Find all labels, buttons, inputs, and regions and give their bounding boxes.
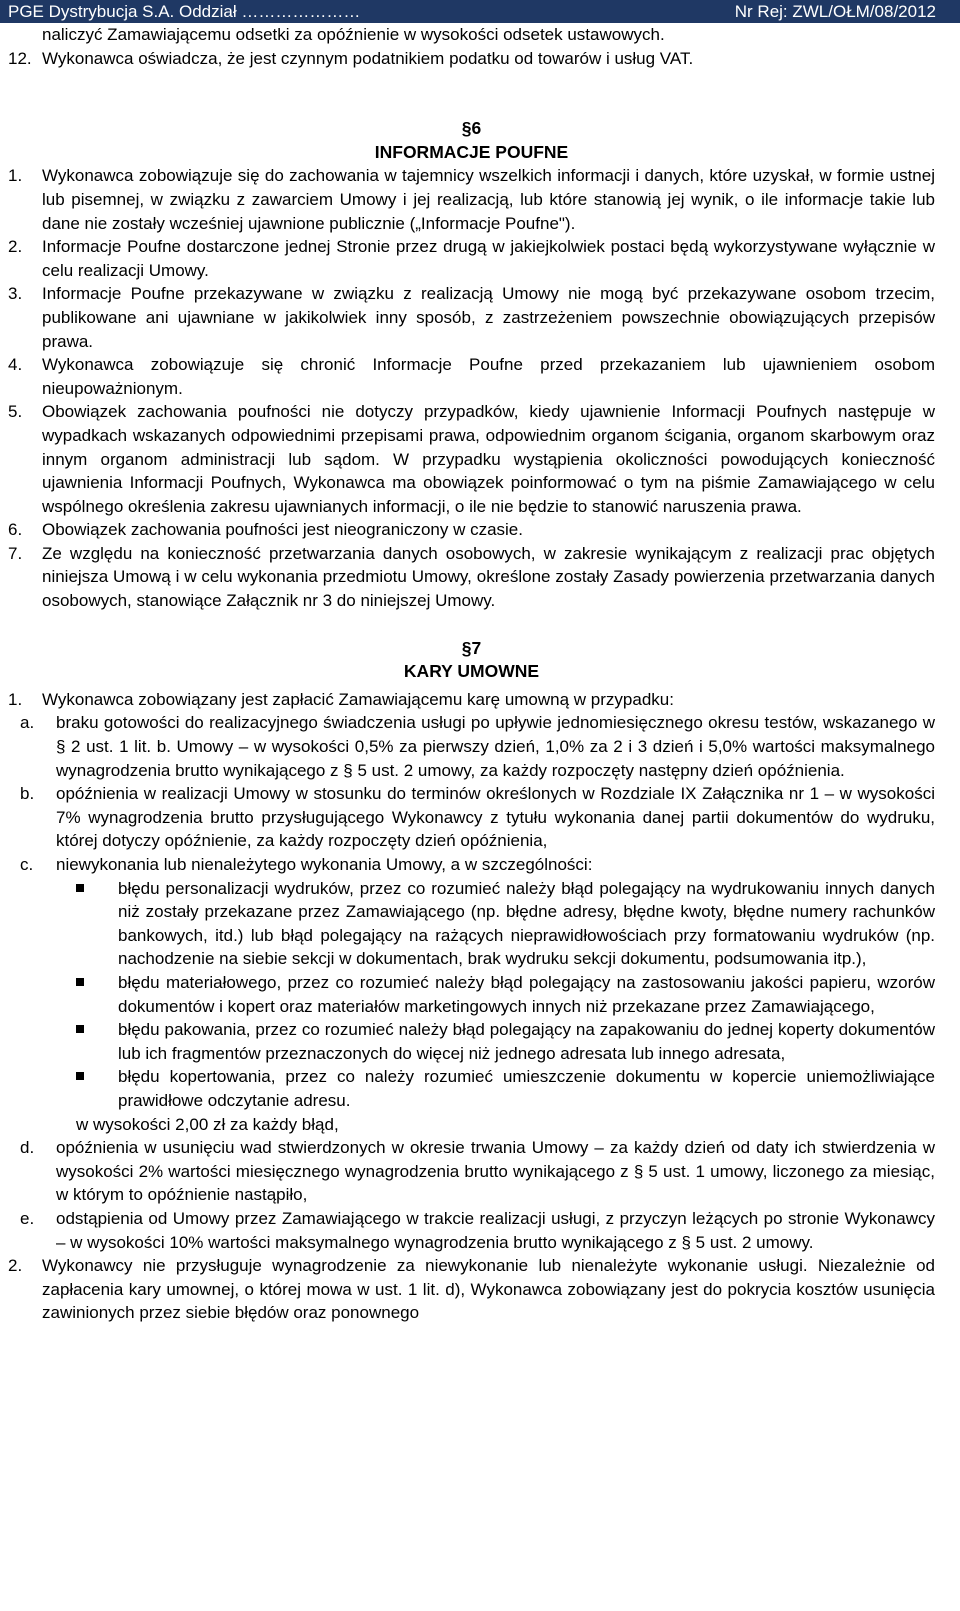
sub-item-d: d. opóźnienia w usunięciu wad stwierdzonych w okresie trwania Umowy – za każdy dzień od daty ich stwierdzenia w wysokości 2% wartości miesięcznego wynagrodzenia brutto wynikającego z § 5 ust. 1 umowy, liczonego za miesiąc, w którym to opóźnienie nastąpiło, [20, 1138, 935, 1205]
page-header [0, 0, 960, 23]
item-number: 12. [8, 48, 32, 68]
list-item: 1. Wykonawca zobowiązuje się do zachowania w tajemnicy wszelkich informacji i danych, które uzyskał, w formie ustnej lub pisemnej, w związku z zawarciem Umowy i jej realizacją, lub które stanowią jej wynik, o ile informacje takie lub dane nie zostały wcześniej ujawnione publicznie („Informacje Poufne"). [8, 166, 935, 233]
intro-continuation: naliczyć Zamawiającemu odsetki za opóźnienie w wysokości odsetek ustawowych. [42, 25, 665, 44]
bullet-item: błędu kopertowania, przez co należy rozumieć umieszczenie dokumentu w kopercie uniemożliwiające prawidłowe odczytanie adresu. [8, 1065, 935, 1112]
list-item: 2. Informacje Poufne dostarczone jednej Stronie przez drugą w jakiejkolwiek postaci będą wykorzystywane wyłącznie w celu realizacji Umowy. [8, 237, 935, 280]
section-6-heading [8, 117, 935, 164]
section-symbol: § [461, 637, 472, 658]
sub-item-a: a. braku gotowości do realizacyjnego świadczenia usługi po upływie jednomiesięcznego okresu testów, wskazanego w § 2 ust. 1 lit. b. Umowy – w wysokości 0,5% za pierwszy dzień, 1,0% za 2 i 3 dzień i 5,0% wartości maksymalnego wynagrodzenia brutto wynikającego z § 5 ust. 2 umowy, za każdy rozpoczęty następny dzień opóźnienia. [20, 713, 935, 780]
section-number: 6 [471, 118, 482, 139]
square-bullet-icon [68, 1065, 118, 1112]
sub-item-c-tail: w wysokości 2,00 zł za każdy błąd, [76, 1114, 339, 1134]
square-bullet-icon [68, 971, 118, 1018]
bullet-item: błędu personalizacji wydruków, przez co rozumieć należy błąd polegający na wydrukowaniu innych danych niż zostały przekazane przez Zamawiającego (np. błędne adresy, błędne kwoty, błędne numery rachunków bankowych, itd.) lub błąd polegający na rażących nieprawidłowościach przy formatowaniu wydruków (np. nachodzenie na siebie sekcji w dokumentach, brak wydruku sekcji dokumentu, podsumowania itp.), [8, 877, 935, 971]
header-company: PGE Dystrybucja S.A. Oddział ………………… [8, 2, 361, 21]
sub-item-c: c. niewykonania lub nienależytego wykonania Umowy, a w szczególności: [20, 855, 593, 874]
section-6-items [8, 164, 935, 612]
header-registry-number: Nr Rej: ZWL/OŁM/08/2012 [734, 2, 936, 21]
document-body [0, 23, 960, 1325]
square-bullet-icon [68, 877, 118, 971]
list-item: 7. Ze względu na konieczność przetwarzania danych osobowych, w zakresie wynikającym z realizacji prac objętych niniejsza Umową i w celu wykonania przedmiotu Umowy, określone zostały Zasady powierzenia przetwarzania danych osobowych, stanowiące Załącznik nr 3 do niniejszej Umowy. [8, 543, 935, 611]
list-item: 5. Obowiązek zachowania poufności nie dotyczy przypadków, kiedy ujawnienie Informacji Poufnych następuje w wypadkach wskazanych odpowiednimi przepisami prawa, odpowiednim organom ścigania, organom skarbowym oraz innym organom administracji lub sądom. W przypadku wystąpienia okoliczności powodujących konieczność ujawnienia Informacji Poufnych, Wykonawca ma obowiązek poinformować o tym na piśmie Zamawiającego w celu wspólnego określenia zakresu ujawnianych informacji, o ile nie będzie to stanowić naruszenia prawa. [8, 402, 935, 516]
section-symbol: § [461, 118, 472, 139]
list-item: 4. Wykonawca zobowiązuje się chronić Informacje Poufne przed przekazaniem lub ujawnieniem osobom nieupoważnionym. [8, 355, 935, 398]
section-number: 7 [471, 637, 482, 658]
sub-item-e: e. odstąpienia od Umowy przez Zamawiającego w trakcie realizacji usługi, z przyczyn leżących po stronie Wykonawcy – w wysokości 10% wartości maksymalnego wynagrodzenia brutto wynikającego z § 5 ust. 2 umowy. [20, 1208, 935, 1252]
list-item: 1. Wykonawca zobowiązany jest zapłacić Zamawiającemu karę umowną w przypadku: [8, 689, 674, 709]
list-item: 6. Obowiązek zachowania poufności jest nieograniczony w czasie. [8, 520, 523, 540]
sub-item-b: b. opóźnienia w realizacji Umowy w stosunku do terminów określonych w Rozdziale IX Załącznika nr 1 – w wysokości 7% wynagrodzenia brutto przysługującego Wykonawcy z tytułu wykonania danej partii dokumentów do wydruku, której dotyczy opóźnienie, za każdy rozpoczęty dzień opóźnienia, [20, 784, 935, 851]
item-text: Wykonawca oświadcza, że jest czynnym podatnikiem podatku od towarów i usług VAT. [42, 48, 694, 68]
section-title: INFORMACJE POUFNE [374, 141, 569, 162]
square-bullet-icon [68, 1018, 118, 1065]
section-title: KARY UMOWNE [403, 661, 540, 682]
section-7-heading [8, 637, 935, 684]
intro-item-12 [8, 47, 935, 71]
list-item: 2. Wykonawcy nie przysługuje wynagrodzenie za niewykonanie lub nienależyte wykonanie usługi. Niezależnie od zapłacenia kary umownej, o której mowa w ust. 1 lit. d), Wykonawca zobowiązany jest do pokrycia kosztów usunięcia zawinionych przez siebie błędów oraz ponownego [8, 1256, 935, 1323]
list-item: 3. Informacje Poufne przekazywane w związku z realizacją Umowy nie mogą być przekazywane osobom trzecim, publikowane ani ujawniane w jakikolwiek inny sposób, z zastrzeżeniem powszechnie obowiązujących przepisów prawa. [8, 284, 935, 351]
bullet-item: błędu materiałowego, przez co rozumieć należy błąd polegający na zastosowaniu jakości papieru, wzorów dokumentów i kopert oraz materiałów marketingowych innych niż przekazane przez Zamawiającego, [8, 971, 935, 1018]
bullet-item: błędu pakowania, przez co rozumieć należy błąd polegający na zapakowaniu do jednej koperty dokumentów lub ich fragmentów przeznaczonych do więcej niż jednego adresata lub innego adresata, [8, 1018, 935, 1065]
